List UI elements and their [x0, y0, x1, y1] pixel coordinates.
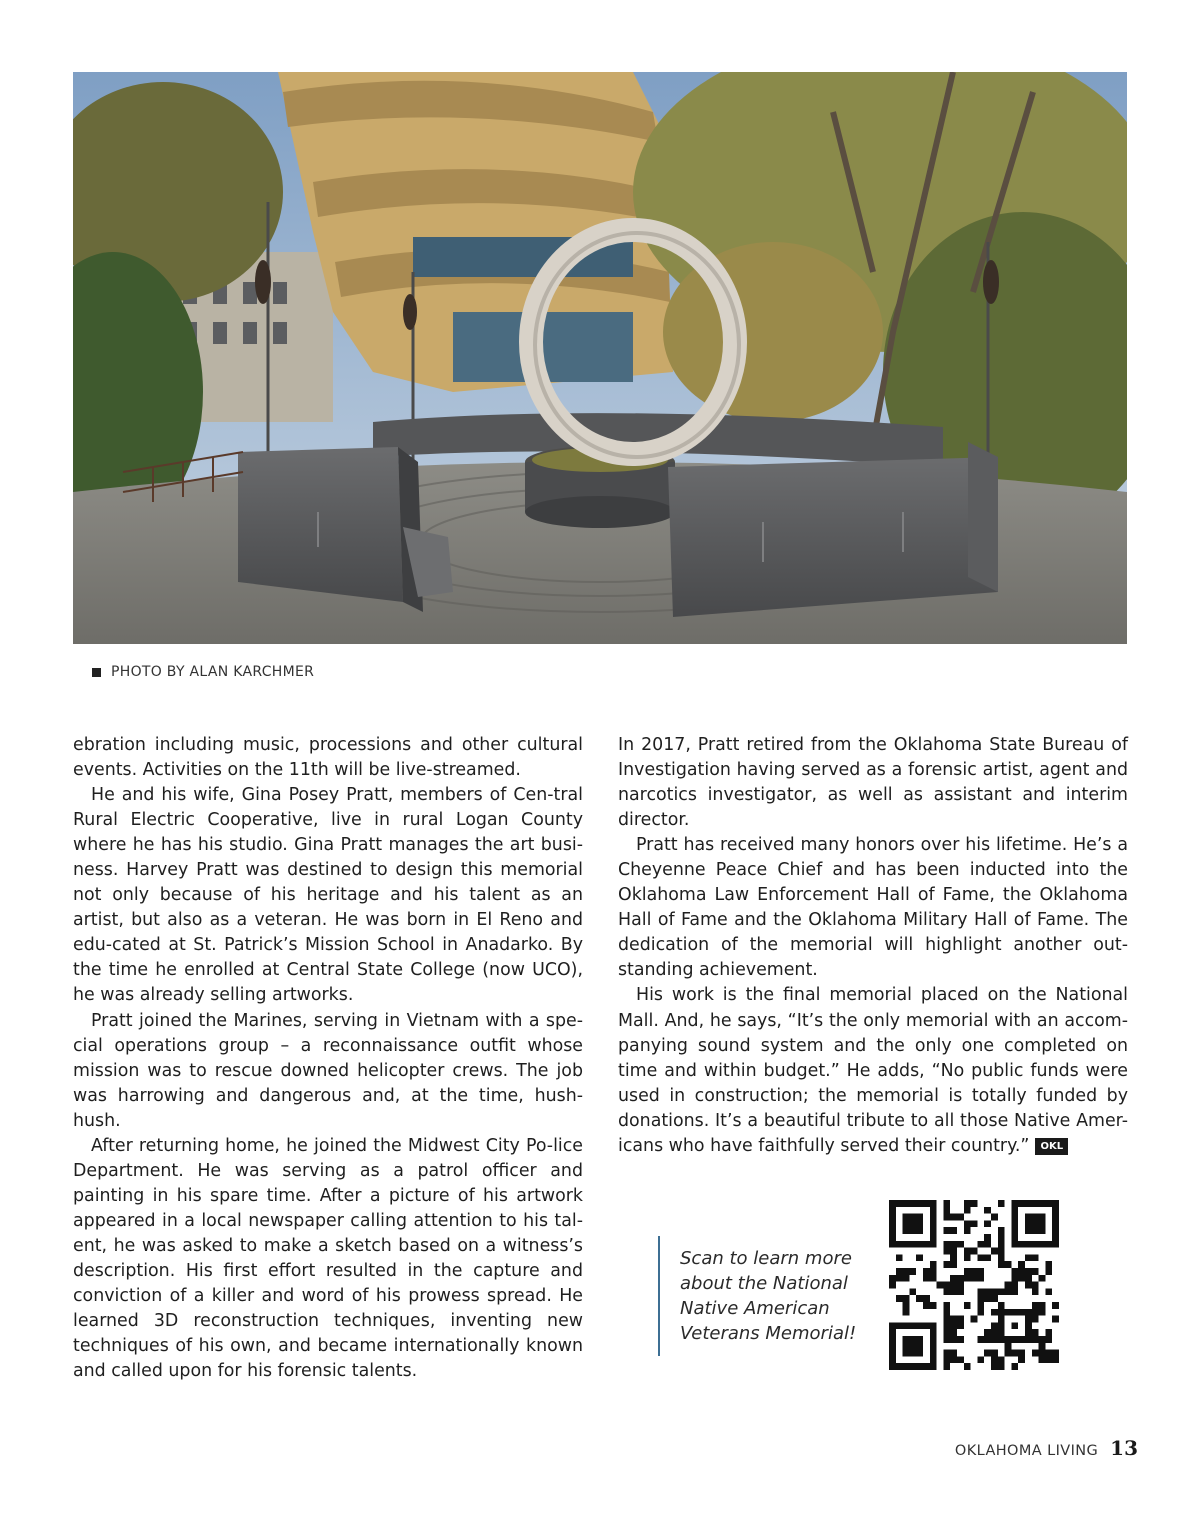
article-paragraph	[618, 733, 1128, 833]
qr-callout-line: Scan to learn more	[680, 1248, 852, 1269]
text-line: appeared in a local newspaper calling attention to his tal-	[73, 1210, 583, 1231]
article-paragraph	[73, 783, 583, 1008]
text-line: time he enrolled at Central State College (now UCO), he	[73, 960, 583, 1006]
text-line: cial operations group – a reconnaissance outfit whose	[73, 1035, 583, 1056]
text-line: not only because of his heritage and his talent as an artist,	[73, 885, 583, 931]
text-line: Pratt joined the Marines, serving in Vietnam with a spe-	[91, 1010, 583, 1031]
text-line: Mall. And, he says, “It’s the only memorial with an accom-	[618, 1010, 1128, 1031]
caption-bullet-icon	[92, 668, 101, 677]
qr-callout-line: about the National	[680, 1273, 848, 1294]
text-line: Hall of Fame and the Oklahoma Military Hall of Fame.	[618, 910, 1090, 931]
text-line: ent, he was asked to make a sketch based on a witness’s	[73, 1235, 583, 1256]
magazine-name: OKLAHOMA LIVING	[954, 1443, 1099, 1459]
memorial-photo	[73, 72, 1127, 644]
page-footer	[955, 1436, 1138, 1460]
text-line: In 2017, Pratt retired from the Oklahoma State Bureau	[618, 735, 1105, 755]
text-line: tral Rural Electric Cooperative, live in rural Logan County	[73, 785, 583, 831]
article-column-right	[618, 733, 1128, 1159]
text-line: lice Department. He was serving as a patrol officer and	[73, 1135, 583, 1181]
text-line: ness. Harvey Pratt was destined to design this memorial	[73, 860, 583, 881]
qr-callout-rule	[658, 1236, 660, 1356]
qr-code-icon[interactable]	[889, 1200, 1059, 1370]
text-line: director.	[618, 810, 690, 831]
text-line: was already selling artworks.	[100, 985, 354, 1006]
text-line: panying sound system and the only one completed on	[618, 1035, 1128, 1056]
text-line: The dedication of the memorial will highlight another out-	[618, 910, 1128, 956]
text-line: techniques of his own, and became internationally known	[73, 1336, 583, 1357]
qr-callout-text	[680, 1246, 880, 1346]
text-line: icans who have faithfully served their country.”	[618, 1135, 1030, 1156]
text-line: but also as a veteran. He was born in El Reno and edu-	[73, 910, 584, 956]
text-line: events. Activities on the 11th will be live-streamed.	[73, 760, 521, 781]
text-line: and narcotics investigator, as well as assistant and interim	[618, 760, 1128, 806]
text-line: cated at St. Patrick’s Mission School in Anadarko. By the	[73, 935, 583, 981]
text-line: where he has his studio. Gina Pratt manages the art busi-	[73, 835, 583, 856]
photo-caption	[92, 664, 314, 680]
text-line: a Cheyenne Peace Chief and has been inducted into the	[618, 835, 1128, 881]
text-line: and called upon for his forensic talents.	[73, 1361, 418, 1382]
page-number: 13	[1110, 1436, 1138, 1460]
text-line: was harrowing and dangerous and, at the time, hush-hush.	[73, 1085, 583, 1131]
text-line: ebration including music, processions and other cultural	[73, 735, 583, 755]
text-line: His work is the final memorial placed on the National	[636, 985, 1128, 1006]
text-line: After returning home, he joined the Midwest City Po-	[91, 1135, 554, 1156]
qr-callout-line: Native American	[680, 1298, 830, 1319]
text-line: conviction of a killer and word of his prowess spread. He	[73, 1286, 583, 1307]
text-line: learned 3D reconstruction techniques, inventing new	[73, 1311, 583, 1332]
article-paragraph	[73, 1134, 583, 1384]
article-paragraph	[618, 833, 1128, 983]
text-line: Oklahoma Law Enforcement Hall of Fame, the Oklahoma	[618, 885, 1128, 906]
text-line: standing achievement.	[618, 960, 818, 981]
article-paragraph	[73, 1009, 583, 1134]
end-of-article-badge: OKL	[1035, 1138, 1068, 1155]
text-line: donations. It’s a beautiful tribute to all those Native Amer-	[618, 1110, 1128, 1131]
text-line: time and within budget.” He adds, “No public funds were	[618, 1060, 1128, 1081]
text-line: mission was to rescue downed helicopter crews. The job	[73, 1060, 583, 1081]
text-line: used in construction; the memorial is totally funded by	[618, 1085, 1128, 1106]
article-paragraph	[618, 983, 1128, 1158]
article-paragraph	[73, 733, 583, 783]
text-line: Pratt has received many honors over his lifetime. He’s	[636, 835, 1112, 856]
text-line: painting in his spare time. After a picture of his artwork	[73, 1185, 583, 1206]
text-line: of Investigation having served as a forensic artist, agent	[618, 735, 1128, 781]
photo-credit: PHOTO BY ALAN KARCHMER	[111, 664, 315, 680]
article-column-left	[73, 733, 583, 1384]
text-line: He and his wife, Gina Posey Pratt, members of Cen-	[91, 785, 554, 806]
qr-callout-line: Veterans Memorial!	[680, 1323, 857, 1344]
text-line: description. His first effort resulted in the capture and	[73, 1260, 583, 1281]
